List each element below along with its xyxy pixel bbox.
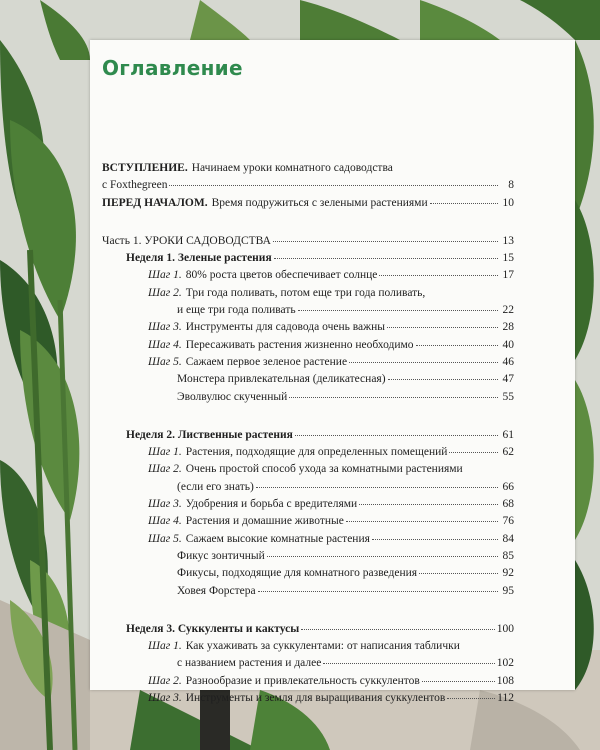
toc-entry-w2-step4[interactable] <box>102 515 514 532</box>
entry-page: 17 <box>502 269 514 282</box>
leader-dots <box>267 556 498 557</box>
toc-entry-w3-step3[interactable] <box>102 692 514 709</box>
step-label: Шаг 2. <box>148 674 182 687</box>
entry-page: 8 <box>508 179 514 192</box>
toc-entry-w3-step2[interactable] <box>102 675 514 692</box>
leader-dots <box>273 241 498 242</box>
entry-title: (если его знать) <box>177 480 254 493</box>
toc-entry-w2-step2-cont[interactable] <box>102 481 514 498</box>
entry-title: Растения и домашние животные <box>185 515 344 528</box>
step-label: Шаг 5. <box>148 355 182 368</box>
entry-title: Неделя 3. Суккуленты и кактусы <box>126 622 300 635</box>
leader-dots <box>169 185 498 186</box>
toc-entry-intro[interactable] <box>102 162 514 179</box>
toc-entry-evolvulus[interactable] <box>102 391 514 408</box>
toc-entry-w2-step5[interactable] <box>102 533 514 550</box>
toc-entry-intro-cont[interactable] <box>102 179 514 196</box>
entry-page: 13 <box>502 234 514 247</box>
step-label: Шаг 3. <box>148 692 182 705</box>
entry-title: Пересаживать растения жизненно необходимо <box>185 338 414 351</box>
toc-entry-howea[interactable] <box>102 585 514 602</box>
leader-dots <box>298 310 498 311</box>
entry-title: Время подружиться с зелеными растениями <box>211 196 428 209</box>
entry-page: 28 <box>502 321 514 334</box>
step-label: Шаг 1. <box>148 269 182 282</box>
leader-dots <box>422 681 495 682</box>
leader-dots <box>387 327 498 328</box>
entry-title: Разнообразие и привлекательность суккулентов <box>185 674 420 687</box>
leader-dots <box>388 379 498 380</box>
entry-page: 66 <box>502 480 514 493</box>
toc-entry-ficuses[interactable] <box>102 567 514 584</box>
entry-page: 61 <box>502 428 514 441</box>
entry-page: 46 <box>502 355 514 368</box>
entry-title: Сажаем высокие комнатные растения <box>185 532 370 545</box>
toc-entry-week1[interactable] <box>102 252 514 269</box>
entry-title: Очень простой способ ухода за комнатными растениями <box>185 463 463 476</box>
entry-title: Удобрения и борьба с вредителями <box>185 498 358 511</box>
leader-dots <box>419 573 498 574</box>
entry-page: 22 <box>502 304 514 317</box>
leader-dots <box>359 504 498 505</box>
toc-entry-monstera[interactable] <box>102 373 514 390</box>
table-of-contents <box>102 162 514 709</box>
step-label: Шаг 4. <box>148 338 182 351</box>
entry-title: Фикусы, подходящие для комнатного разведения <box>177 567 418 580</box>
step-label: Шаг 2. <box>148 463 182 476</box>
leader-dots <box>274 258 498 259</box>
toc-entry-w1-step5[interactable] <box>102 356 514 373</box>
entry-title: Три года поливать, потом еще три года поливать, <box>185 286 426 299</box>
entry-title: с названием растения и далее <box>177 657 322 670</box>
toc-entry-w1-step1[interactable] <box>102 269 514 286</box>
leader-dots <box>416 345 498 346</box>
leader-dots <box>256 487 498 488</box>
page-title: Оглавление <box>102 56 243 80</box>
toc-entry-part1[interactable] <box>102 235 514 252</box>
entry-page: 76 <box>502 515 514 528</box>
leader-dots <box>449 452 498 453</box>
entry-page: 108 <box>496 674 514 687</box>
step-label: Шаг 1. <box>148 640 182 653</box>
entry-page: 40 <box>502 338 514 351</box>
leader-dots <box>430 203 498 204</box>
step-label: Шаг 1. <box>148 446 182 459</box>
entry-title: Монстера привлекательная (деликатесная) <box>177 373 386 386</box>
entry-title: 80% роста цветов обеспечивает солнце <box>185 269 378 282</box>
entry-title: Эволвулюс скученный <box>177 390 288 403</box>
toc-page <box>90 40 575 705</box>
toc-entry-ficus-umbellata[interactable] <box>102 550 514 567</box>
entry-title: Инструменты для садовода очень важны <box>185 321 385 334</box>
leader-dots <box>379 275 498 276</box>
entry-head: ПЕРЕД НАЧАЛОМ. <box>102 196 208 209</box>
entry-title: Неделя 1. Зеленые растения <box>126 252 272 265</box>
leader-dots <box>289 397 498 398</box>
toc-entry-w1-step2[interactable] <box>102 287 514 304</box>
entry-page: 92 <box>502 567 514 580</box>
step-label: Шаг 2. <box>148 286 182 299</box>
leader-dots <box>346 521 498 522</box>
leader-dots <box>258 591 498 592</box>
entry-page: 62 <box>502 446 514 459</box>
step-label: Шаг 3. <box>148 498 182 511</box>
entry-page: 84 <box>502 532 514 545</box>
entry-title: Сажаем первое зеленое растение <box>185 355 348 368</box>
toc-entry-week3[interactable] <box>102 623 514 640</box>
toc-entry-w1-step3[interactable] <box>102 321 514 338</box>
entry-page: 55 <box>502 390 514 403</box>
entry-title: Как ухаживать за суккулентами: от написания таблички <box>185 640 460 653</box>
leader-dots <box>447 698 495 699</box>
entry-title: Растения, подходящие для определенных помещений <box>185 446 448 459</box>
entry-page: 112 <box>497 692 514 705</box>
entry-title: Инструменты и земля для выращивания суккулентов <box>185 692 446 705</box>
entry-page: 15 <box>502 252 514 265</box>
leader-dots <box>323 663 494 664</box>
toc-entry-w1-step2-cont[interactable] <box>102 304 514 321</box>
step-label: Шаг 4. <box>148 515 182 528</box>
step-label: Шаг 5. <box>148 532 182 545</box>
leader-dots <box>372 539 498 540</box>
toc-entry-before-start[interactable] <box>102 197 514 214</box>
entry-head: ВСТУПЛЕНИЕ. <box>102 162 188 174</box>
entry-title: Неделя 2. Лиственные растения <box>126 428 293 441</box>
entry-title: Ховея Форстера <box>177 584 256 597</box>
leader-dots <box>301 629 495 630</box>
leader-dots <box>349 362 498 363</box>
leader-dots <box>295 435 498 436</box>
toc-entry-w1-step4[interactable] <box>102 339 514 356</box>
entry-page: 100 <box>496 622 514 635</box>
entry-title: Часть 1. УРОКИ САДОВОДСТВА <box>102 234 271 247</box>
toc-entry-w3-step1-cont[interactable] <box>102 657 514 674</box>
toc-entry-w2-step2[interactable] <box>102 463 514 480</box>
entry-title: Начинаем уроки комнатного садоводства <box>191 162 393 174</box>
entry-page: 95 <box>502 584 514 597</box>
entry-title: и еще три года поливать <box>177 304 296 317</box>
toc-entry-w3-step1[interactable] <box>102 640 514 657</box>
entry-page: 10 <box>502 196 514 209</box>
entry-page: 47 <box>502 373 514 386</box>
toc-entry-w2-step1[interactable] <box>102 446 514 463</box>
step-label: Шаг 3. <box>148 321 182 334</box>
entry-title: Фикус зонтичный <box>177 549 265 562</box>
entry-title: с Foxthegreen <box>102 179 168 192</box>
entry-page: 85 <box>502 549 514 562</box>
entry-page: 68 <box>502 498 514 511</box>
toc-entry-week2[interactable] <box>102 429 514 446</box>
toc-entry-w2-step3[interactable] <box>102 498 514 515</box>
entry-page: 102 <box>496 657 514 670</box>
